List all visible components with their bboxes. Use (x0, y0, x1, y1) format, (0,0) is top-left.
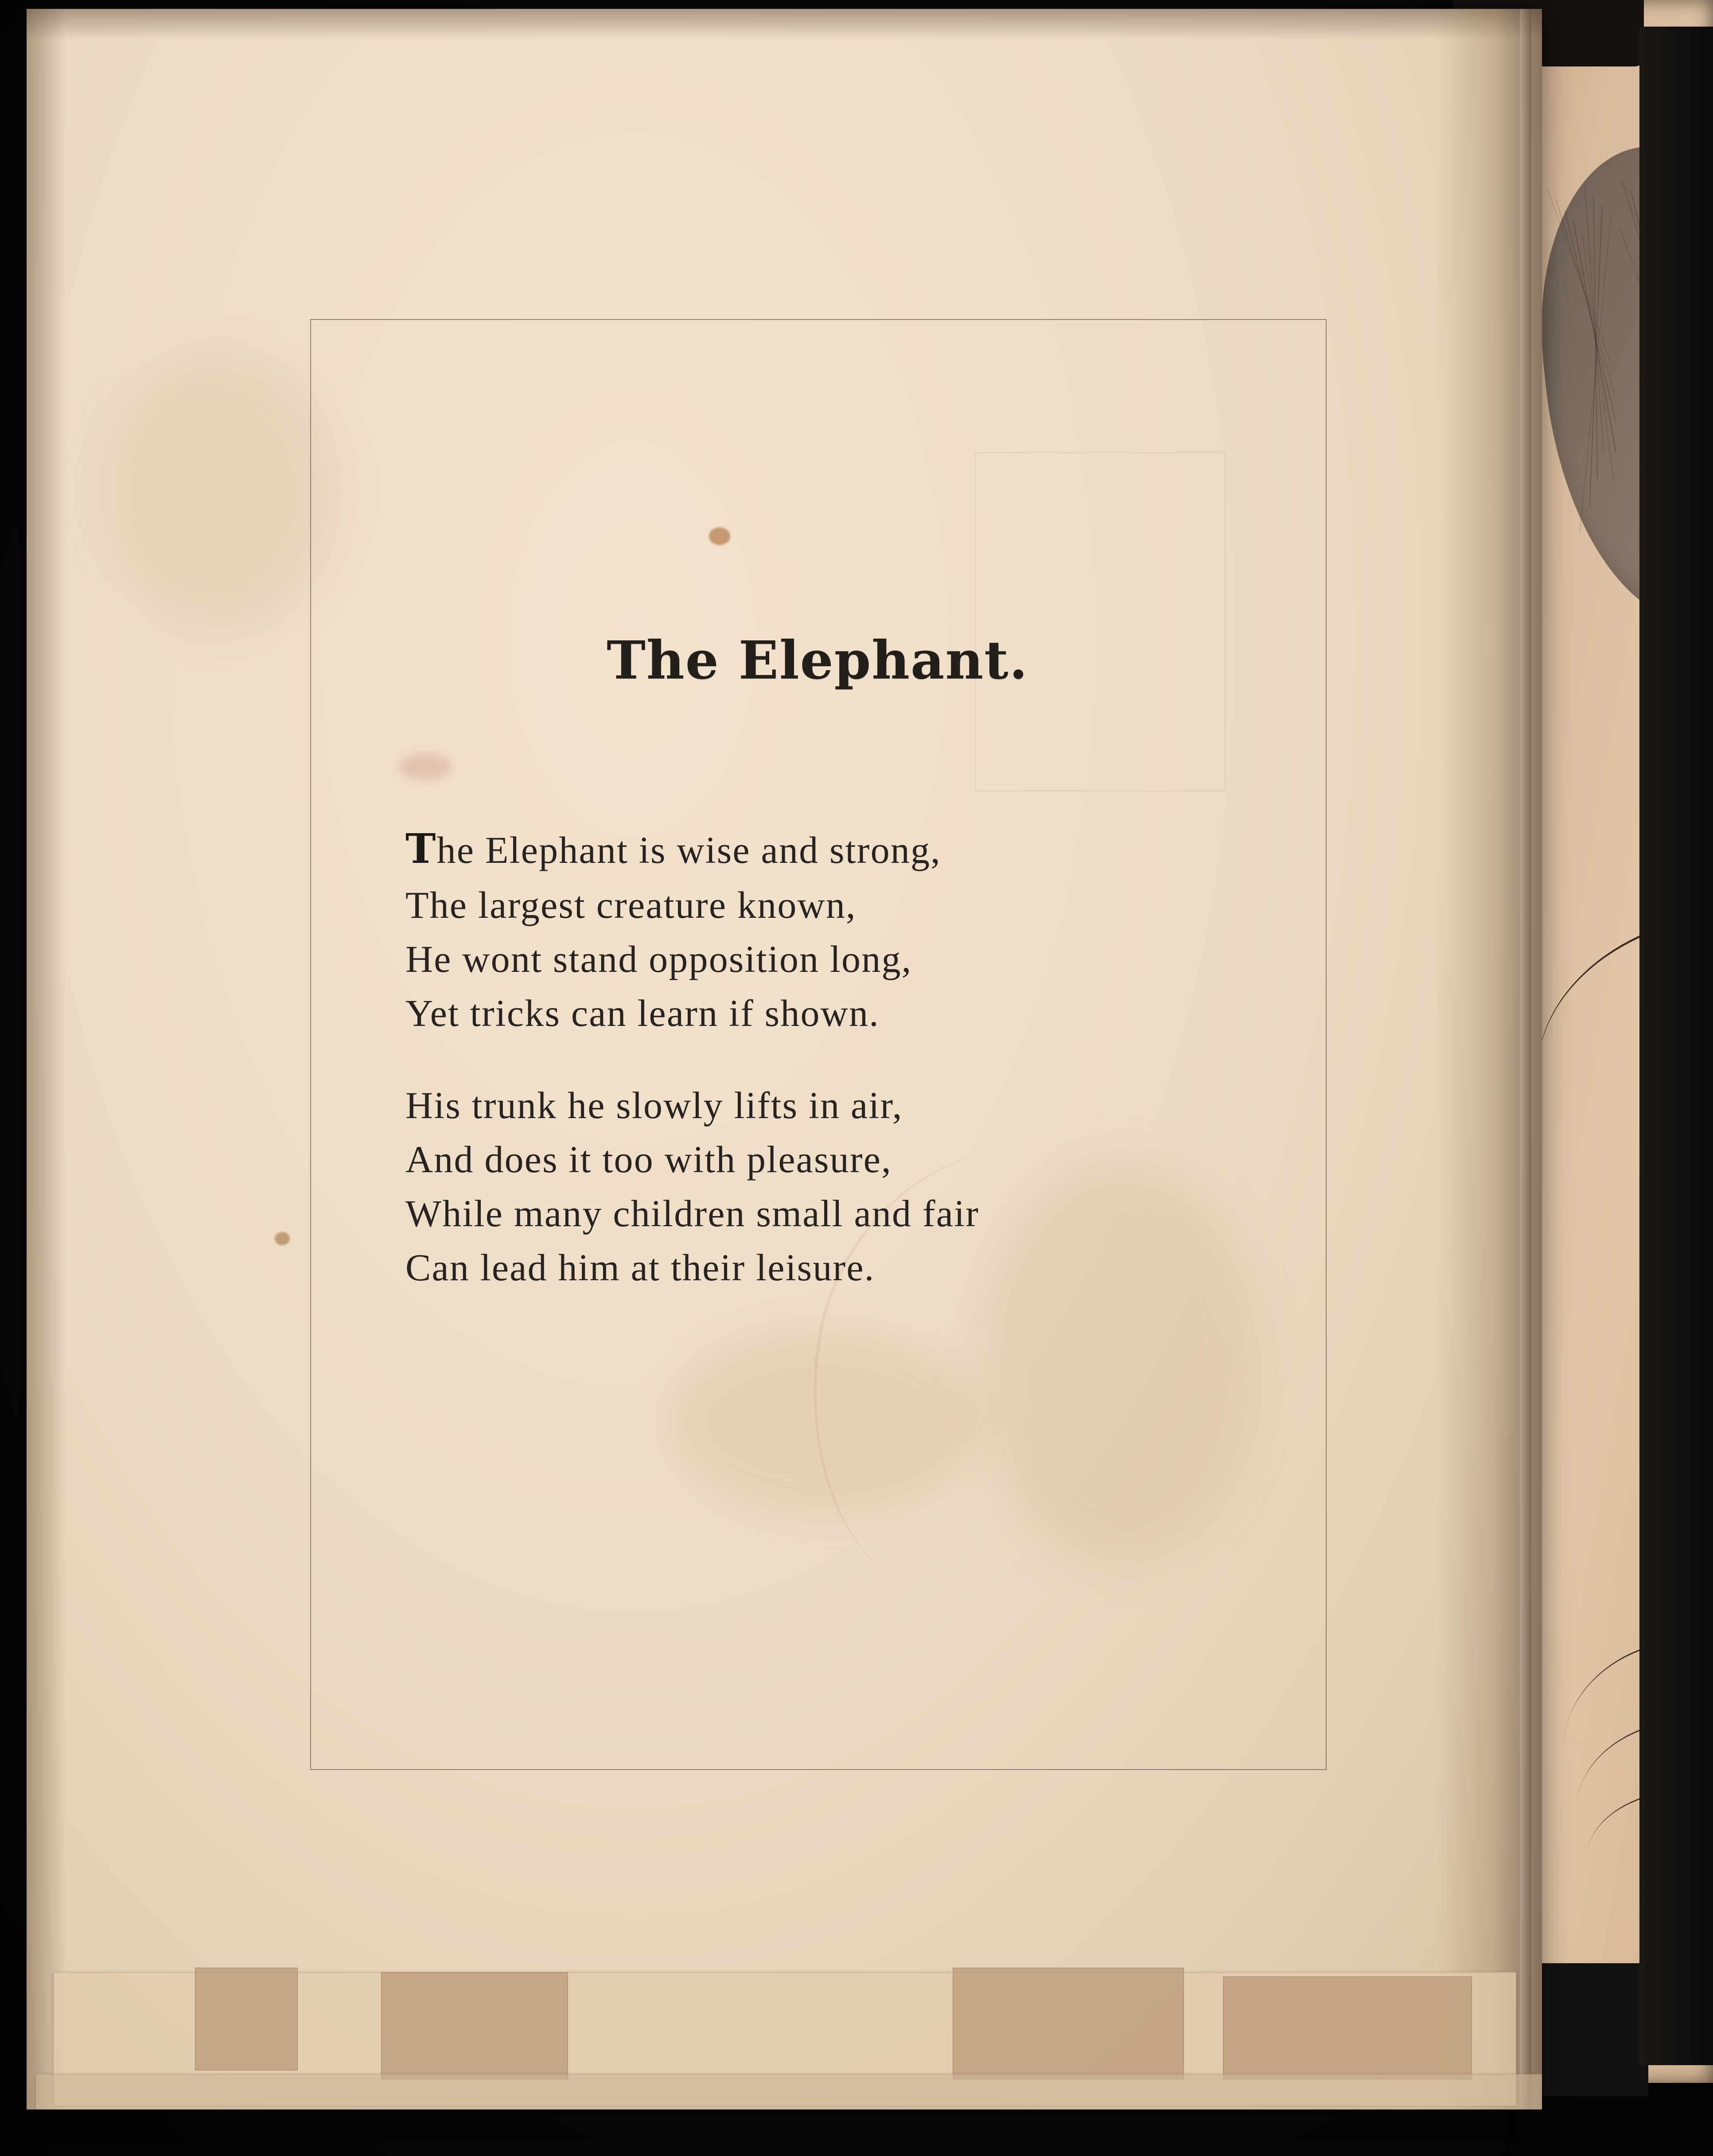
poem-line (405, 820, 1247, 878)
poem-page (27, 9, 1542, 2109)
book-cover-edge (1639, 27, 1713, 2065)
repair-tape-patch (1223, 1977, 1472, 2079)
poem-line: His trunk he slowly lifts in air, (405, 1084, 903, 1127)
poem-line: While many children small and fair (405, 1192, 980, 1235)
poem-body (405, 820, 1247, 1333)
repair-tape-patch (953, 1968, 1184, 2079)
page-top-edge-shadow (27, 9, 1542, 40)
poem-line: And does it too with pleasure, (405, 1138, 892, 1181)
repair-tape-strip-lower (35, 2074, 1542, 2109)
page-title: The Elephant. (607, 629, 1028, 691)
page-fold-highlight (1520, 9, 1531, 2109)
poem-line: Can lead him at their leisure. (405, 1246, 875, 1289)
drop-cap: T (405, 825, 437, 873)
stanza-1 (405, 820, 1247, 1040)
page-left-edge-shadow (27, 9, 66, 2109)
repair-tape-patch (195, 1968, 298, 2070)
foxing-spot-2 (275, 1232, 290, 1245)
poem-line: Yet tricks can learn if shown. (405, 991, 880, 1034)
poem-line-text: he Elephant is wise and strong, (436, 829, 941, 871)
repair-tape-patch (381, 1972, 568, 2079)
stanza-2 (405, 1078, 1247, 1294)
stain-upper-left (106, 355, 337, 629)
poem-line: He wont stand opposition long, (405, 937, 912, 980)
poem-line: The largest creature known, (405, 883, 856, 926)
